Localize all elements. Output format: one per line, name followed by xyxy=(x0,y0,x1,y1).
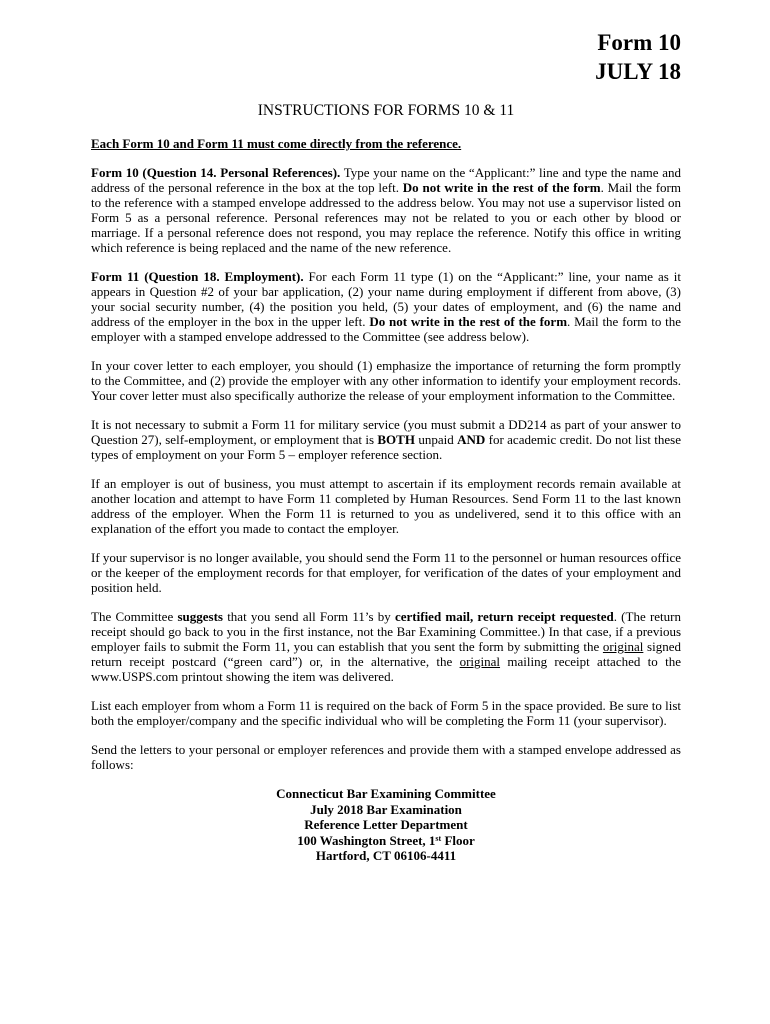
intro-statement: Each Form 10 and Form 11 must come directly from the reference. xyxy=(91,136,462,151)
page-title: INSTRUCTIONS FOR FORMS 10 & 11 xyxy=(257,102,515,119)
send-letters-paragraph: Send the letters to your personal or employer references and provide them with a stamped envelope addressed as follows: xyxy=(91,742,681,772)
form-date: JULY 18 xyxy=(595,59,681,84)
mailing-address xyxy=(91,786,681,864)
document-page xyxy=(91,28,681,864)
cover-letter-paragraph: In your cover letter to each employer, you should (1) emphasize the importance of returning the form promptly to the Committee, and (2) provide the employer with any other information to identify your employment records. Your cover letter must also specifically authorize the release of your employment information to the Committee. xyxy=(91,358,681,403)
form11-paragraph: Form 11 (Question 18. Employment). For each Form 11 type (1) on the “Applicant:” line, your name as it appears in Question #2 of your bar application, (2) your name during employment if different from above, (3) your social security number, (4) the position you held, (5) your dates of employment, and (6) the name and address of the employer in the box in the upper left. Do not write in the rest of the form. Mail the form to the employer with a stamped envelope addressed to the Committee (see address below). xyxy=(91,269,682,344)
address-line-5: Hartford, CT 06106-4411 xyxy=(315,848,457,863)
form-number: Form 10 xyxy=(597,30,681,55)
form10-paragraph: Form 10 (Question 14. Personal References). Type your name on the “Applicant:” line and type the name and address of the personal reference in the box at the top left. Do not write in the rest of the form. Mail the form to the reference with a stamped envelope addressed to the address below. You may not use a supervisor listed on Form 5 as a personal reference. Personal references may not be related to you or each other by blood or marriage. If a personal reference does not respond, you may replace the reference. Notify this office in writing which reference is being replaced and the name of the new reference. xyxy=(91,165,681,255)
address-line-3: Reference Letter Department xyxy=(304,817,468,832)
supervisor-paragraph: If your supervisor is no longer available, you should send the Form 11 to the personnel or human resources office or the keeper of the employment records for that employer, for verification of the dates of your employment and position held. xyxy=(91,550,681,595)
form11-lead: Form 11 (Question 18. Employment). xyxy=(91,269,304,284)
form10-lead: Form 10 (Question 14. Personal References). xyxy=(91,165,341,180)
address-line-2: July 2018 Bar Examination xyxy=(310,801,462,817)
list-employers-paragraph: List each employer from whom a Form 11 is required on the back of Form 5 in the space provided. Be sure to list both the employer/company and the specific individual who will be completing the Form 11 (your supervisor). xyxy=(91,698,681,728)
address-line-4: 100 Washington Street, 1st Floor xyxy=(297,832,475,848)
address-line-1: Connecticut Bar Examining Committee xyxy=(276,786,496,801)
out-of-business-paragraph: If an employer is out of business, you must attempt to ascertain if its employment records remain available at another location and attempt to have Form 11 completed by Human Resources. Send Form 11 to the last known address of the employer. When the Form 11 is returned to you as undelivered, send it to this office with an explanation of the effort you made to contact the employer. xyxy=(91,476,681,536)
form-identifier xyxy=(91,28,681,86)
certified-mail-paragraph: The Committee suggests that you send all Form 11’s by certified mail, return receipt requested. (The return receipt should go back to you in the first instance, not the Bar Examining Committee.) In that case, if a previous employer fails to submit the Form 11, you can establish that you sent the form by submitting the original signed return receipt postcard (“green card”) or, in the alternative, the original mailing receipt attached to the www.USPS.com printout showing the item was delivered. xyxy=(91,609,681,684)
military-paragraph: It is not necessary to submit a Form 11 for military service (you must submit a DD214 as part of your answer to Question 27), self-employment, or employment that is BOTH unpaid AND for academic credit. Do not list these types of employment on your Form 5 – employer reference section. xyxy=(91,417,681,462)
